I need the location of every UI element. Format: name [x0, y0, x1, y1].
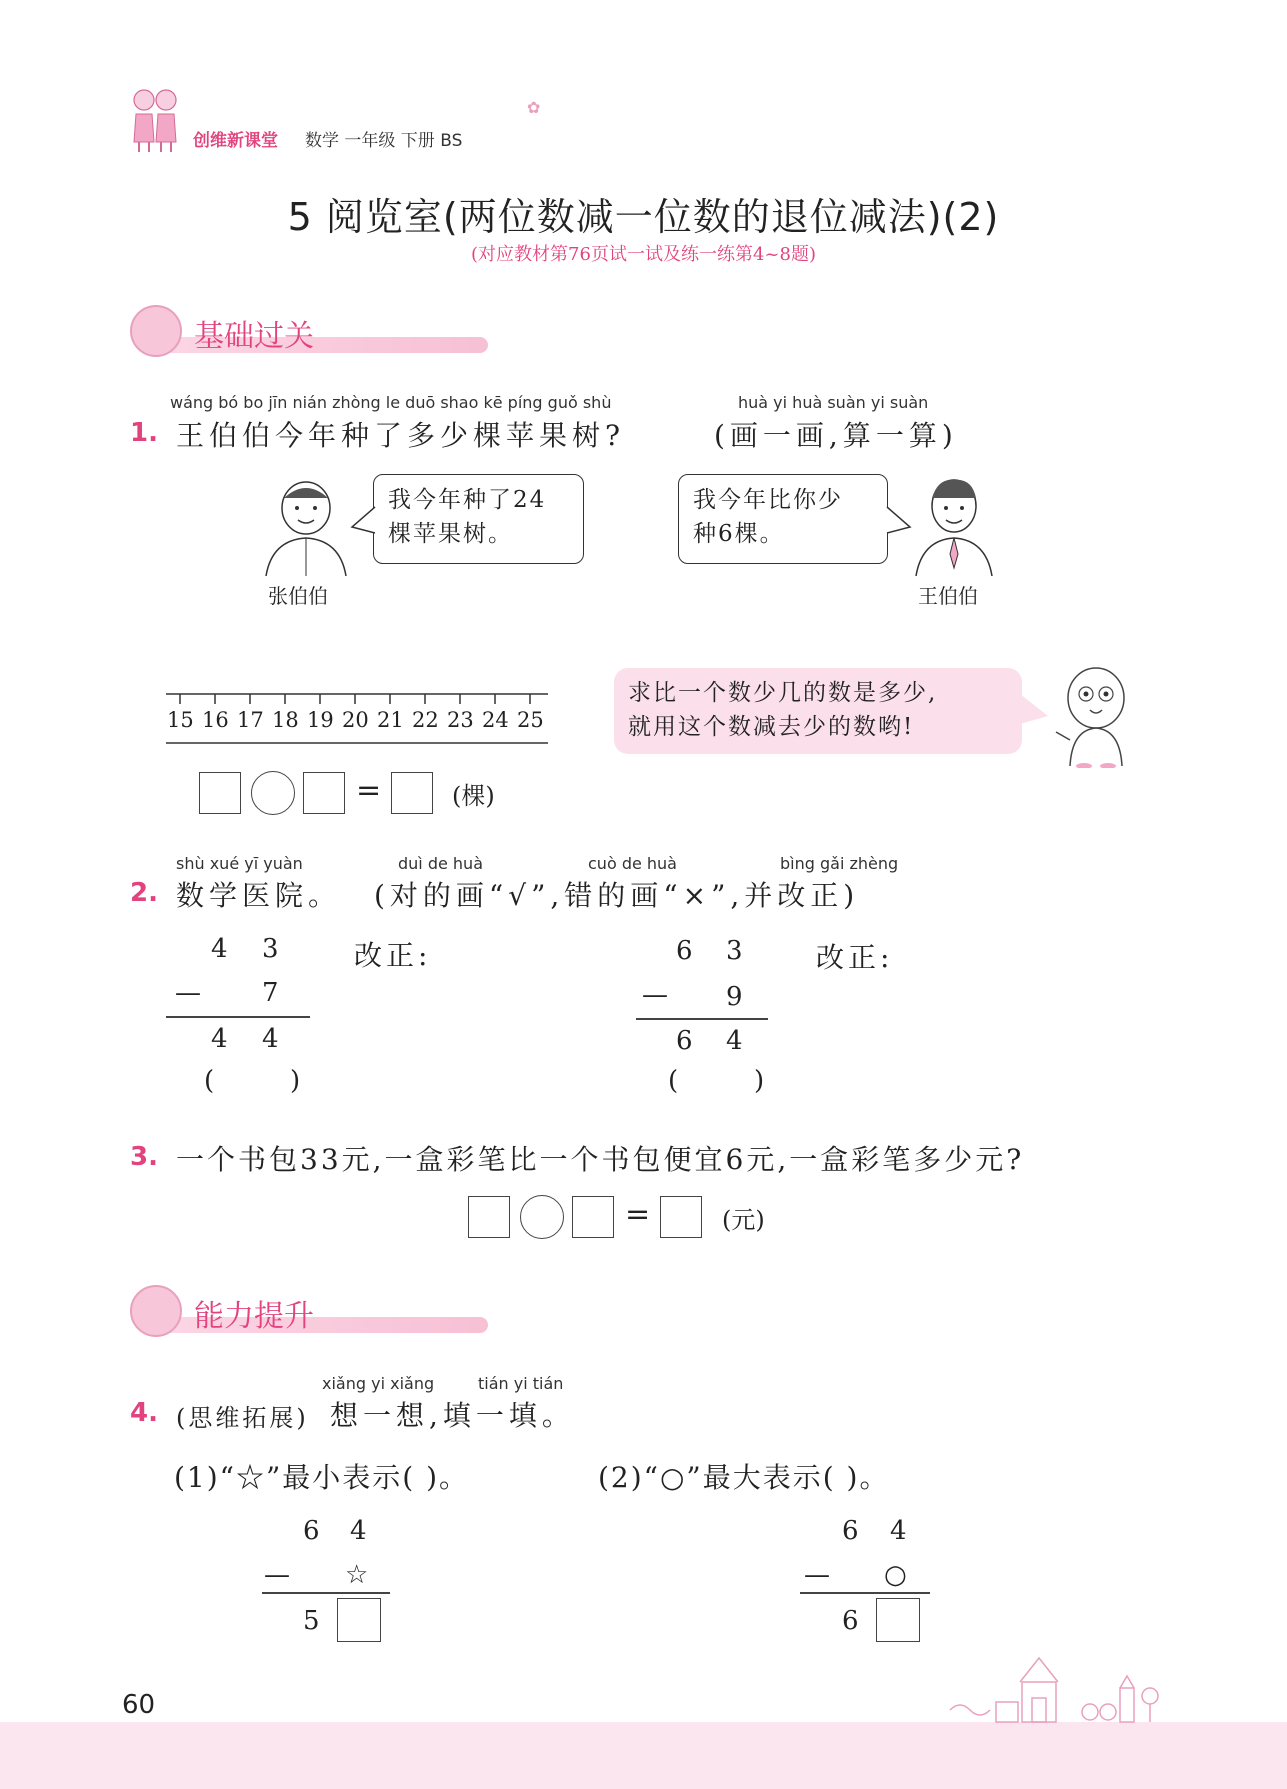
- castle-decoration-icon: [940, 1652, 1170, 1724]
- mascot-icon: [130, 1285, 182, 1337]
- tip-bubble: [614, 668, 1022, 754]
- star-symbol: ☆: [345, 1560, 369, 1590]
- zhang-bobo-illustration: [258, 478, 354, 576]
- section-label: 能力提升: [194, 1299, 314, 1334]
- zhang-speech-bubble: [373, 474, 584, 564]
- vertical-line: [636, 1018, 768, 1020]
- header-girls-illustration: [126, 84, 184, 154]
- number-line-label: 25: [517, 708, 544, 732]
- question-text: 王伯伯今年种了多少棵苹果树?: [176, 419, 626, 452]
- q4-pinyin-a: xiǎng yi xiǎng: [322, 1374, 435, 1393]
- mascot-icon: [130, 305, 182, 357]
- answer-box[interactable]: [876, 1598, 920, 1642]
- vertical-line: [262, 1592, 390, 1594]
- tip-line: 就用这个数减去少的数哟!: [628, 714, 915, 740]
- answer-box[interactable]: [660, 1196, 702, 1238]
- correction-label: 改正:: [354, 939, 432, 972]
- bubble-line: 我今年比你少: [693, 487, 843, 513]
- question-number: 2.: [130, 878, 158, 908]
- answer-box[interactable]: [303, 772, 345, 814]
- number-line-label: 20: [342, 708, 369, 732]
- number-line-label: 19: [307, 708, 334, 732]
- q4-part1: (1)“☆”最小表示( )。: [174, 1461, 470, 1494]
- header-series: 创维新课堂: [193, 131, 278, 151]
- answer-box[interactable]: [572, 1196, 614, 1238]
- answer-box[interactable]: [391, 772, 433, 814]
- lesson-subtitle: (对应教材第76页试一试及练一练第4~8题): [471, 244, 816, 265]
- header-book-info: 数学 一年级 下册 BS: [305, 131, 463, 151]
- wang-speech-bubble: [678, 474, 888, 564]
- number-line-label: 21: [377, 708, 404, 732]
- answer-box[interactable]: [337, 1598, 381, 1642]
- question-text: 数学医院。: [176, 879, 342, 912]
- number-line-label: 17: [237, 708, 264, 732]
- correction-label: 改正:: [816, 941, 894, 974]
- tip-line: 求比一个数少几的数是多少,: [628, 680, 938, 706]
- minus-sign: —: [264, 1560, 290, 1590]
- operator-circle[interactable]: [251, 771, 295, 815]
- digit: 6: [842, 1606, 859, 1636]
- number-line: [166, 690, 548, 746]
- q4-part2: (2)“○”最大表示( )。: [598, 1461, 890, 1494]
- q2-pinyin-d: bìng gǎi zhèng: [780, 854, 899, 873]
- digit: 5: [303, 1606, 320, 1636]
- question-hint: (画一画,算一算): [714, 419, 958, 452]
- digit: 3: [262, 934, 279, 964]
- answer-box[interactable]: [199, 772, 241, 814]
- minus-sign: —: [804, 1560, 830, 1590]
- circle-symbol: ○: [884, 1560, 907, 1590]
- zhang-name: 张伯伯: [268, 584, 328, 608]
- minus-sign: —: [642, 980, 668, 1010]
- question-number: 3.: [130, 1142, 158, 1172]
- judge-answer-blank[interactable]: [686, 1070, 752, 1100]
- q1-pinyin-a: wáng bó bo jīn nián zhòng le duō shao kē píng guǒ shù: [170, 393, 612, 412]
- section-banner-advanced: [130, 1285, 500, 1335]
- question-number: 4.: [130, 1398, 158, 1428]
- digit: 4: [262, 1024, 279, 1054]
- question-text: 一个书包33元,一盒彩笔比一个书包便宜6元,一盒彩笔多少元?: [176, 1143, 1025, 1176]
- mascot-owl-illustration: [1054, 662, 1134, 768]
- question-prefix: (思维拓展): [176, 1404, 309, 1432]
- digit: 6: [303, 1516, 320, 1546]
- digit: 6: [676, 936, 693, 966]
- answer-box[interactable]: [468, 1196, 510, 1238]
- bubble-line: 种6棵。: [693, 521, 785, 547]
- q4-pinyin-b: tián yi tián: [478, 1374, 564, 1393]
- unit-label: (棵): [452, 782, 495, 810]
- digit: 6: [842, 1516, 859, 1546]
- number-line-label: 15: [167, 708, 194, 732]
- wang-name: 王伯伯: [918, 584, 978, 608]
- number-line-label: 24: [482, 708, 509, 732]
- number-line-label: 22: [412, 708, 439, 732]
- page-number: 60: [122, 1690, 156, 1720]
- paren-close: ): [290, 1066, 301, 1096]
- unit-label: (元): [722, 1206, 765, 1234]
- vertical-line: [166, 1016, 310, 1018]
- wang-bobo-illustration: [908, 476, 1000, 576]
- q2-pinyin-b: duì de huà: [398, 854, 483, 873]
- q1-pinyin-b: huà yi huà suàn yi suàn: [738, 393, 929, 412]
- digit: 4: [726, 1026, 743, 1056]
- paren-open: (: [204, 1066, 215, 1096]
- digit: 3: [726, 936, 743, 966]
- equals-sign: =: [625, 1197, 651, 1232]
- digit: 7: [262, 978, 279, 1008]
- number-line-label: 16: [202, 708, 229, 732]
- footer-band: [0, 1722, 1287, 1789]
- question-text: 想一想,填一填。: [330, 1399, 575, 1432]
- judge-answer-blank[interactable]: [222, 1070, 288, 1100]
- digit: 4: [211, 1024, 228, 1054]
- bubble-line: 我今年种了24: [388, 487, 547, 513]
- digit: 6: [676, 1026, 693, 1056]
- bubble-line: 棵苹果树。: [388, 521, 513, 547]
- bubble-tail: [350, 505, 376, 535]
- equals-sign: =: [356, 773, 382, 808]
- digit: 4: [890, 1516, 907, 1546]
- paren-open: (: [668, 1066, 679, 1096]
- tip-bubble-tail: [1020, 692, 1050, 726]
- operator-circle[interactable]: [520, 1195, 564, 1239]
- vertical-line: [800, 1592, 930, 1594]
- number-line-label: 23: [447, 708, 474, 732]
- flower-decoration-icon: ✿: [527, 98, 541, 117]
- lesson-title: 5 阅览室(两位数减一位数的退位减法)(2): [287, 195, 1000, 239]
- question-hint: (对的画“√”,错的画“×”,并改正): [374, 879, 860, 912]
- number-line-label: 18: [272, 708, 299, 732]
- digit: 4: [350, 1516, 367, 1546]
- digit: 9: [726, 982, 743, 1012]
- section-banner-basic: [130, 305, 500, 355]
- minus-sign: —: [175, 978, 201, 1008]
- question-number: 1.: [130, 418, 158, 448]
- paren-close: ): [754, 1066, 765, 1096]
- q2-pinyin-c: cuò de huà: [588, 854, 677, 873]
- section-label: 基础过关: [194, 319, 314, 354]
- digit: 4: [211, 934, 228, 964]
- q2-pinyin-a: shù xué yī yuàn: [176, 854, 303, 873]
